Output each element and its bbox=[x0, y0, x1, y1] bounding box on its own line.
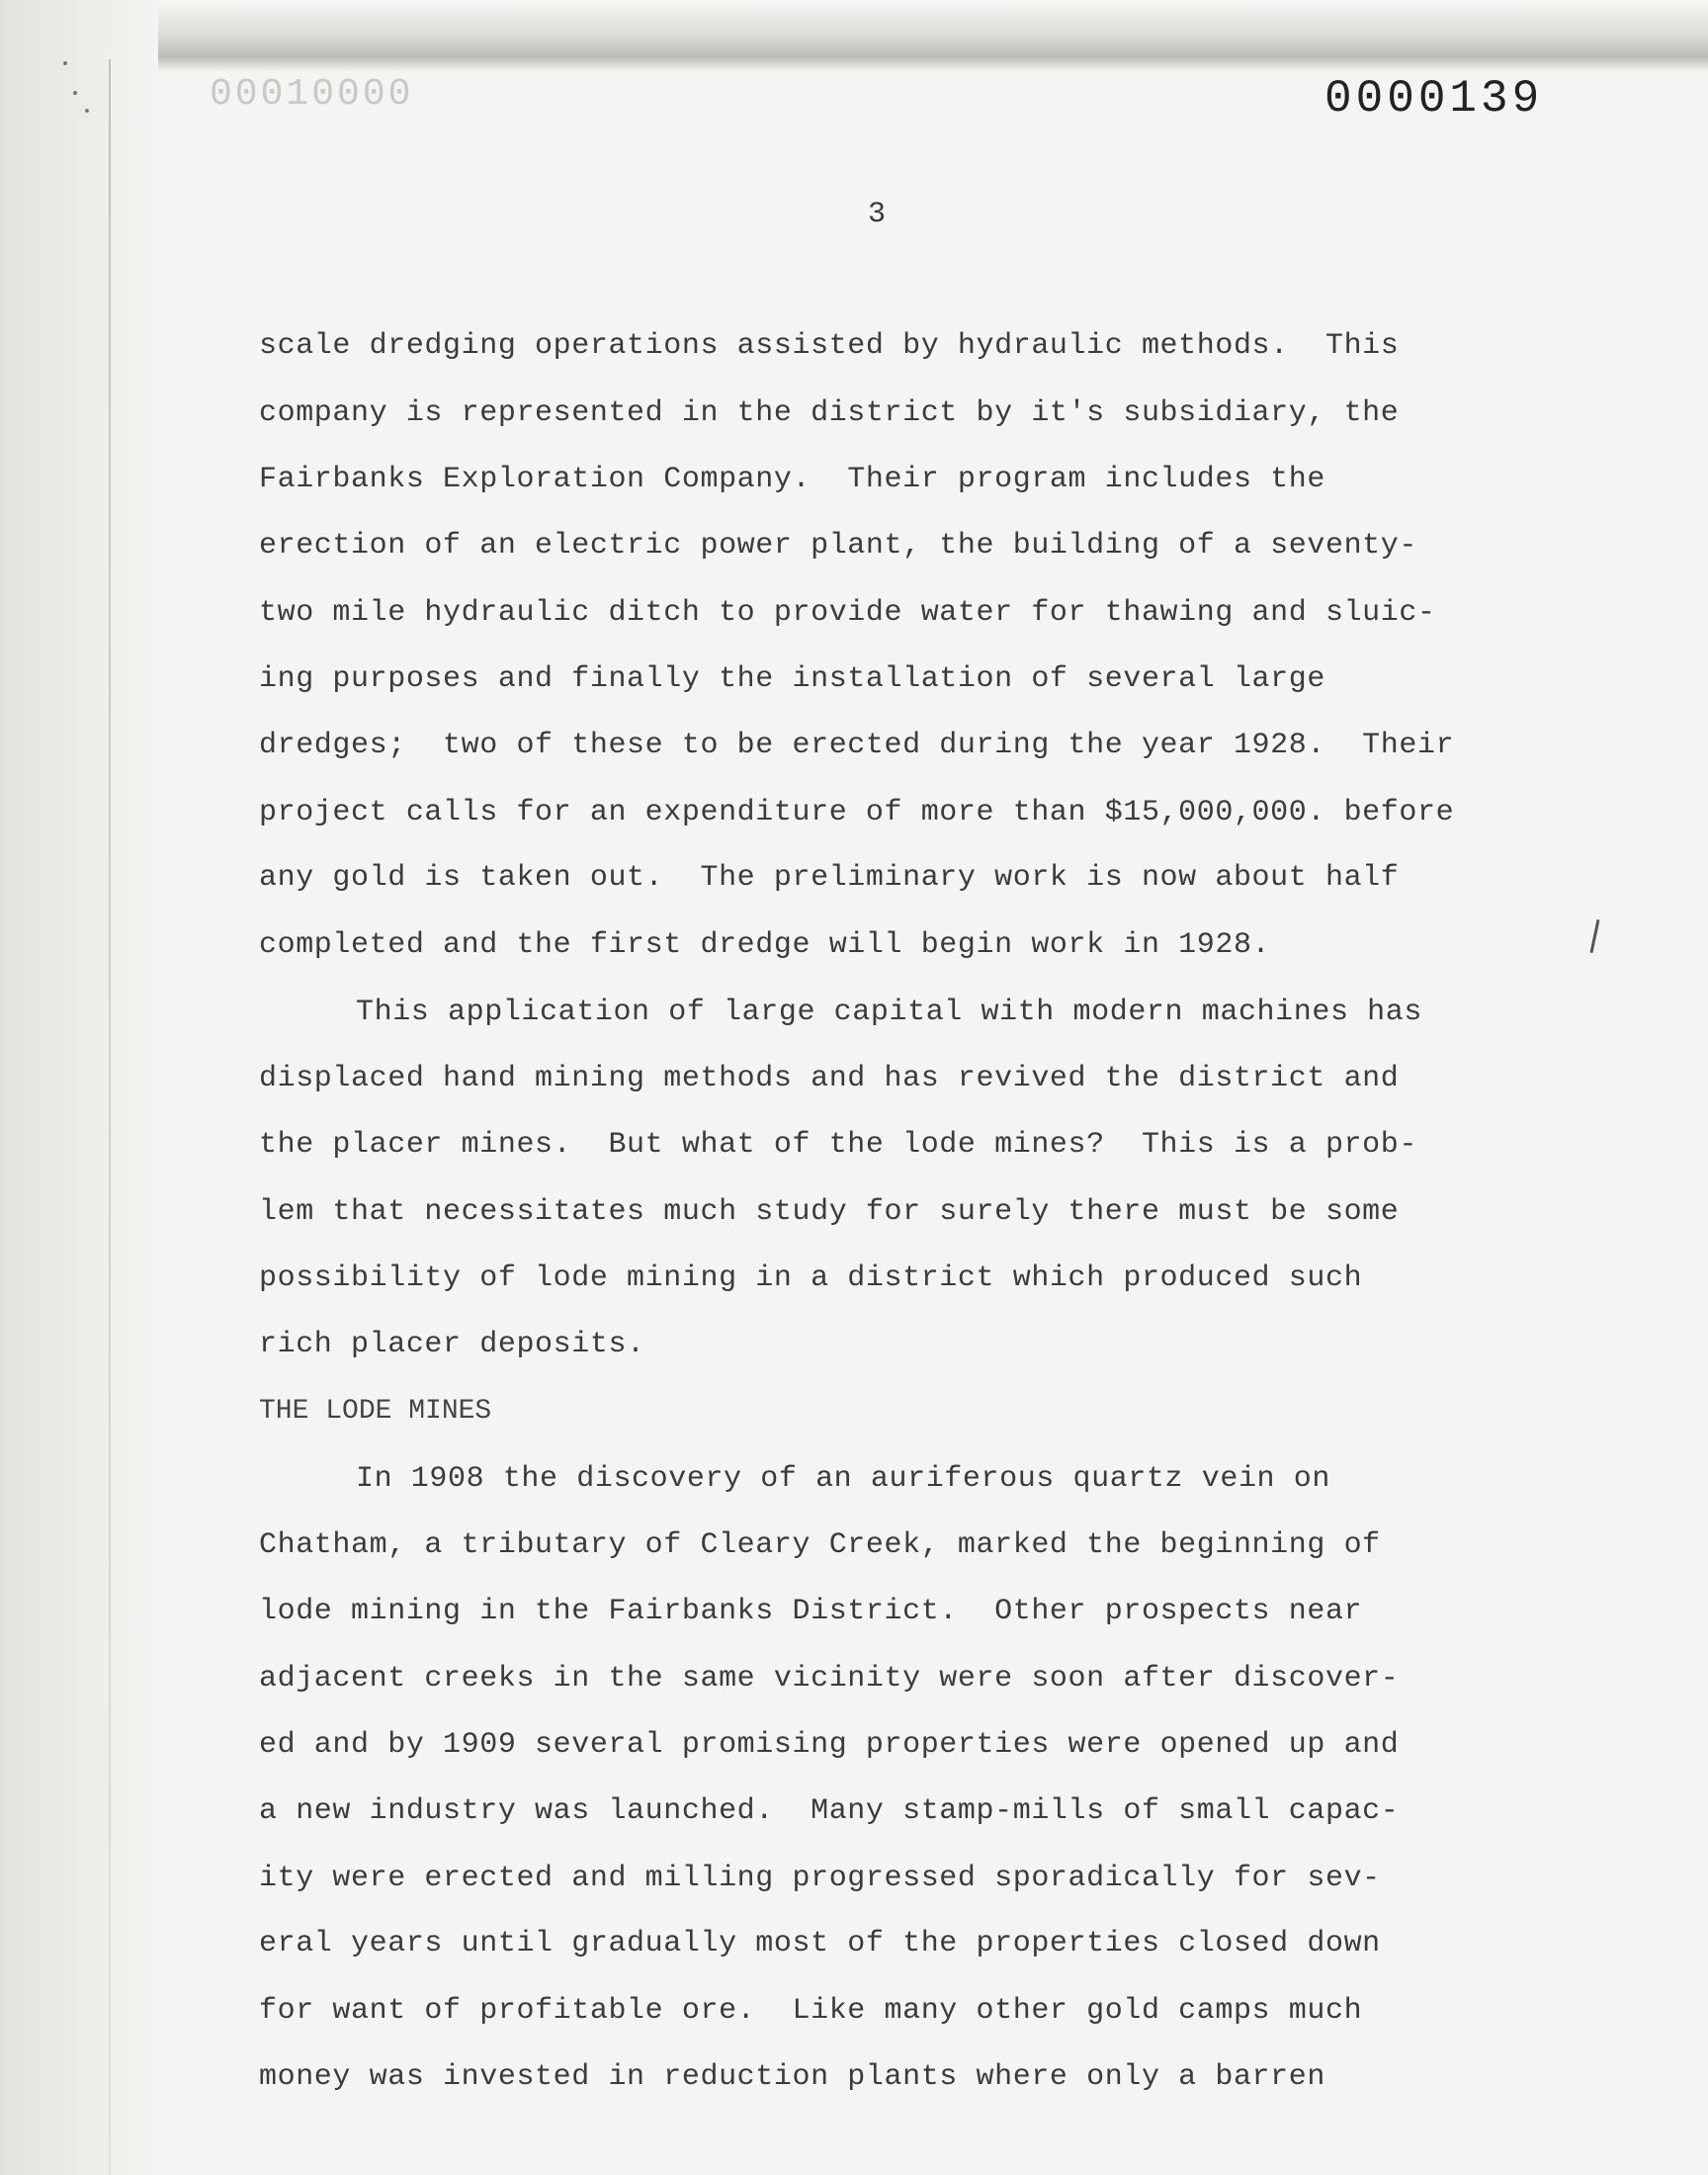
text-line: ity were erected and milling progressed sporadically for sev- bbox=[259, 1862, 1381, 1895]
text-line: Chatham, a tributary of Cleary Creek, marked the beginning of bbox=[259, 1528, 1381, 1562]
text-line: Fairbanks Exploration Company. Their program includes the bbox=[259, 463, 1325, 496]
text-line: eral years until gradually most of the properties closed down bbox=[259, 1927, 1381, 1960]
text-line: displaced hand mining methods and has revived the district and bbox=[259, 1062, 1400, 1095]
text-line: any gold is taken out. The preliminary work is now about half bbox=[259, 861, 1400, 895]
binding-holes bbox=[61, 61, 101, 121]
stray-pencil-mark bbox=[1589, 919, 1599, 953]
binding-fold-line bbox=[109, 59, 111, 2175]
document-number-stamp: 0000139 bbox=[1324, 73, 1544, 125]
page-number: 3 bbox=[868, 198, 887, 231]
text-line: erection of an electric power plant, the building of a seventy- bbox=[259, 529, 1417, 563]
text-line: two mile hydraulic ditch to provide water for thawing and sluic- bbox=[259, 596, 1436, 630]
text-line: dredges; two of these to be erected during the year 1928. Their bbox=[259, 729, 1455, 762]
text-line: completed and the first dredge will begin work in 1928. bbox=[259, 928, 1271, 962]
text-line: ed and by 1909 several promising properties were opened up and bbox=[259, 1728, 1400, 1762]
faded-bleedthrough-stamp: 00010000 bbox=[210, 73, 414, 116]
text-line: rich placer deposits. bbox=[259, 1328, 645, 1361]
text-line: a new industry was launched. Many stamp-mills of small capac- bbox=[259, 1794, 1400, 1828]
text-line: ing purposes and finally the installation of several large bbox=[259, 662, 1325, 696]
binding-fold-shadow bbox=[0, 0, 158, 2175]
text-line: lode mining in the Fairbanks District. Other prospects near bbox=[259, 1595, 1363, 1628]
text-line: project calls for an expenditure of more than $15,000,000. before bbox=[259, 796, 1455, 829]
text-line: company is represented in the district by it's subsidiary, the bbox=[259, 396, 1400, 430]
text-line: possibility of lode mining in a district which produced such bbox=[259, 1262, 1363, 1295]
text-line: adjacent creeks in the same vicinity were soon after discover- bbox=[259, 1662, 1400, 1696]
text-line: for want of profitable ore. Like many other gold camps much bbox=[259, 1994, 1363, 2028]
text-line: scale dredging operations assisted by hydraulic methods. This bbox=[259, 329, 1400, 363]
text-line: the placer mines. But what of the lode mines? This is a prob- bbox=[259, 1128, 1417, 1162]
section-heading: THE LODE MINES bbox=[259, 1396, 492, 1427]
text-line: In 1908 the discovery of an auriferous quartz vein on bbox=[356, 1462, 1330, 1496]
text-line: lem that necessitates much study for surely there must be some bbox=[259, 1195, 1400, 1229]
text-line: money was invested in reduction plants where only a barren bbox=[259, 2060, 1325, 2094]
text-line: This application of large capital with modern machines has bbox=[356, 996, 1422, 1029]
scan-top-shadow bbox=[0, 0, 1708, 71]
